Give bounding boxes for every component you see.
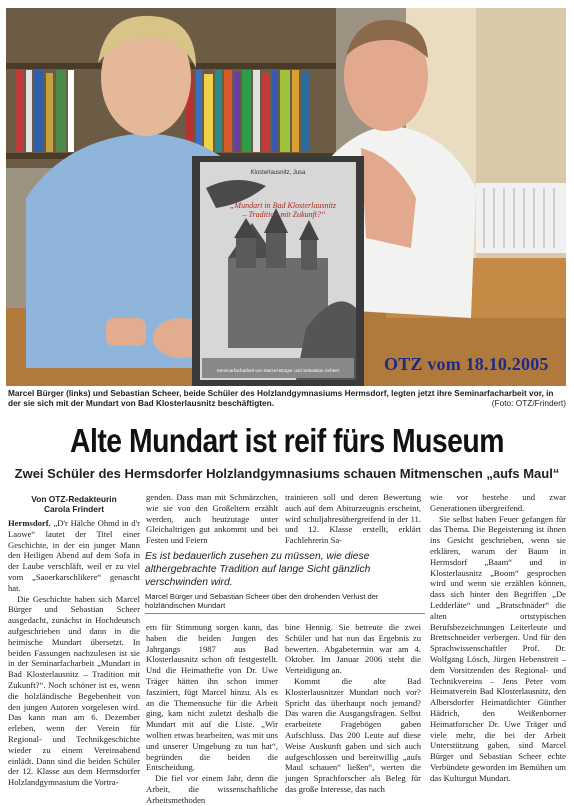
date-stamp: OTZ vom 18.10.2005 <box>384 354 549 374</box>
article-photo <box>6 8 566 386</box>
column-2: ern für Stimmung sorgen kann, das haben die beiden Jungen des Jahrgangs 1987 aus Bad Klosterlausnitz schon oft festgestellt. Und die Heimathefte von Dr. Uwe Träger hätten ihn schon immer fasziniert, fügt Marcel hinzu. Als es an die Themensuche für die Arbeit ging, kam nicht zuletzt deshalb die Mundart mit auf die Liste. „Wir wollten etwas bearbeiten, was mit uns und unserer Umgebung zu tun hat“, begründen die beiden die Entscheidung. Die fiel vor einem Jahr, denn die Arbeit, die wissenschaftliche Arbeitsmethoden <box>146 622 278 805</box>
caption-text: Marcel Bürger (links) und Sebastian Scheer, beide Schüler des Holzlandgymnasiums Hermsdorf, legten jetzt ihre Seminarfacharbeit vor, in der sie sich mit der Mundart von Bad Klosterlausnitz beschäftigten. <box>8 388 554 408</box>
photo-illustration <box>6 8 566 386</box>
pull-quote-source: Marcel Bürger und Sebastian Scheer über den drohenden Verlust der holzländischen Mundart <box>145 592 425 614</box>
subheadline: Zwei Schüler des Hermsdorfer Holzlandgymnasiums schauen Mitmenschen „aufs Maul“ <box>14 466 560 481</box>
paragraph: Hermsdorf. „D'r Hälche Ohmd in d'r Laowe“ lautet der Titel einer Geschichte, in der ein junger Mann den Heiligen Abend auf dem Sofa in der Laube verschläft, weil er zu viel vom „Saoerkarschlikere“ genascht hat. <box>8 518 140 593</box>
headline: Alte Mundart ist reif fürs Museum <box>70 422 504 459</box>
book-bottom-text: Seminarfacharbeit von Marcel Bürger und Sebastian Scheer <box>216 368 340 373</box>
column-1 <box>8 494 140 788</box>
column-4: wie vor bestehe und zwar Generationen übergreifend. Sie selbst haben Feuer gefangen für das Thema. Die Begeisterung ist ihnen ins Gesicht geschrieben, wenn sie erklären, warum der Baum in Hermsdorf „Baam“ und in Klosterlausnitz „Boom“ gesprochen wird und wenn sie erzählen können, dass sich hinter den Begriffen „De Ledderläte“ und „Bratschnäder“ die alten ortstypischen Berufsbezeichnungen Leiterleute und Brettschneider verbergen. Und für den Sprachwissenschaftler Prof. Dr. Wolfgang Lösch, Jürgen Hebenstreit – dem Vorsitzenden des Regional- und Technikvereins – Jens Peter vom Heimatverein Bad Klosterlausnitz, den Albersdorfer Heimatdichter Günther Hädrich, den Weißenborner Heimatforscher Dr. Uwe Träger und viele mehr, die bei der Arbeit Unterstützung gaben, sind Marcel Bürger und Sebastian Scheer echte Verbündete geworden im Bemühen um das Kulturgut Mundart. <box>430 492 566 783</box>
photo-credit: (Foto: OTZ/Frindert) <box>491 398 566 408</box>
column-2-top: genden. Dass man mit Schmärzchen, wie sie von den Großeltern erzählt werden, auch heutzutage unter Gleichaltrigen gut ankommt und bei Festen und Feiern <box>146 492 278 546</box>
pull-quote: Es ist bedauerlich zusehen zu müssen, wie diese althergebrachte Tradition auf lange Sicht gänzlich verschwinden wird. Marcel Bürger und Sebastian Scheer über den drohenden Verlust der holzländischen Mundart <box>145 550 425 614</box>
book-top-text: Klosterlausnitz, Jusa <box>250 170 306 176</box>
book-title-text: „Mundart in Bad Klosterlausnitz – Tradition mit Zukunft?“ <box>229 201 337 219</box>
column-3: bine Hennig. Sie betreute die zwei Schüler und hat nun das Ergebnis zu bewerten. Abgabetermin war am 4. Oktober. Im Januar 2006 steht die Verteidigung an. Kommt die alte Bad Klosterlausnitzer Mundart noch vor? Spricht das überhaupt noch jemand? Das waren die Ausgangsfragen. Selbst erarbeitete Fragebögen gaben Aufschluss. Das 200 Leute auf diese Weise Auskunft gaben und sich auch aufgeschlossen und bereitwillig „aufs Maul schauen“ ließen“, werten die jungen Sprachforscher als Beleg für das große Interesse, das nach <box>285 622 421 794</box>
photo-caption <box>8 388 566 408</box>
book-cover <box>192 156 364 386</box>
author-byline: Von OTZ-Redakteurin Carola Frindert <box>31 494 117 514</box>
paragraph: Die Geschichte haben sich Marcel Bürger und Sebastian Scheer ausgedacht, zunächst in Hochdeutsch aufgeschrieben und dann in die heimische Mundart übersetzt. In beiden Fassungen nachzulesen ist sie in der Seminarfacharbeit „Mundart in Bad Klosterlausnitz – Tradition mit Zukunft?“. Noch schöner ist es, wenn die holzländische Begebenheit von den jungen Autoren vorgelesen wird. Das kann man am 6. Dezember erleben, wenn der Verein für Regional- und Technikgeschichte wieder zu einem Vereinsabend einlädt. Dann sind die beiden Schüler der 12. Klasse aus dem Hermsdorfer Holzlandgymnasium die Vortra- <box>8 593 140 788</box>
column-3-top: trainieren soll und deren Bewertung auch auf dem Abiturzeugnis erscheint, wird schuljahresübergreifend in der 11. und 12. Klasse erstellt, erklärt Fachlehrerin Sa- <box>285 492 421 546</box>
